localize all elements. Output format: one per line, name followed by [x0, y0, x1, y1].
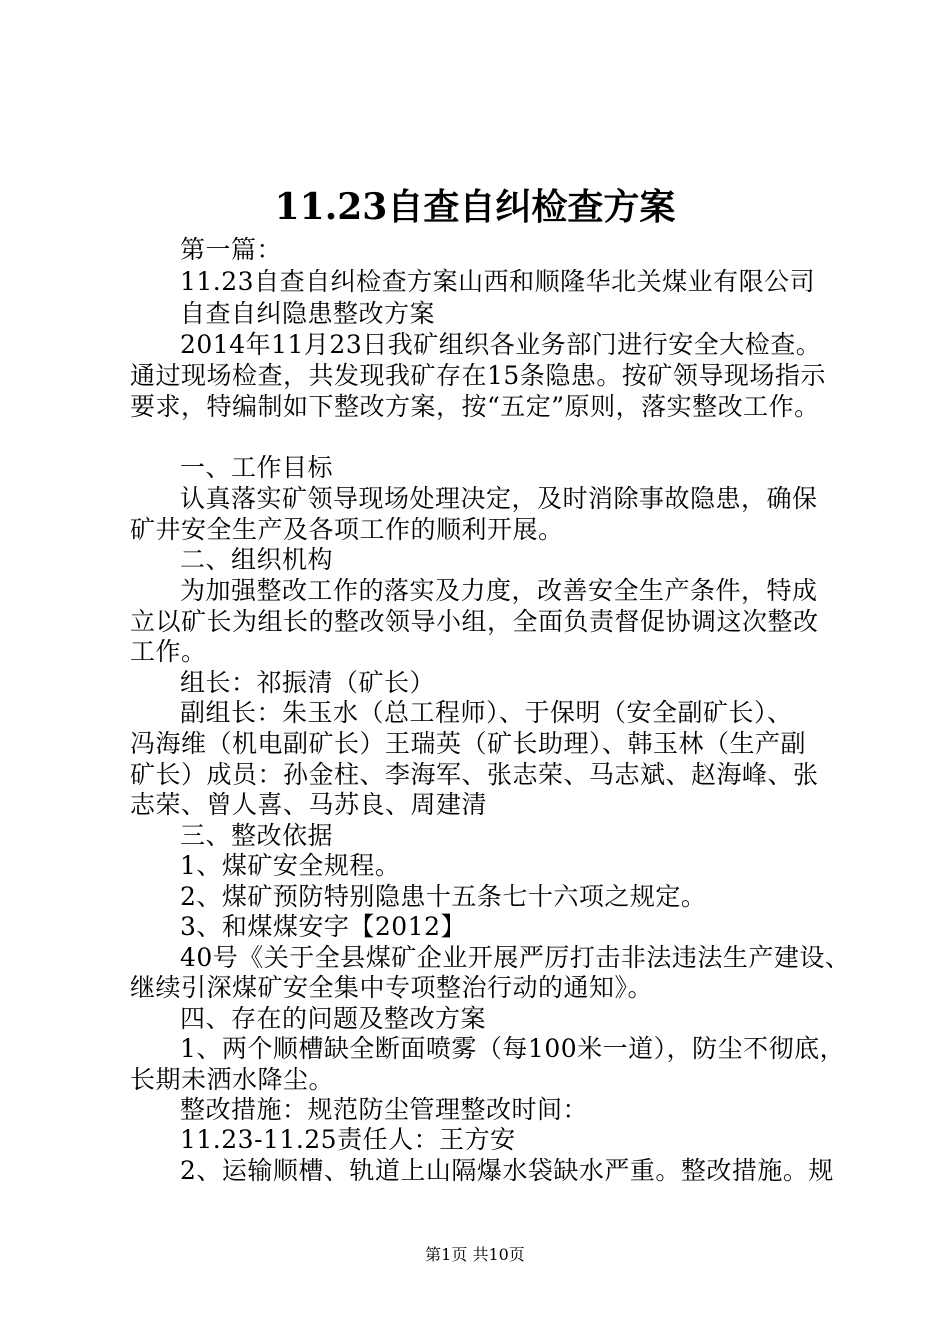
paragraph-line: 自查自纠隐患整改方案 [180, 299, 436, 328]
paragraph-line: 1、两个顺槽缺全断面喷雾（每100米一道），防尘不彻底， [180, 1034, 846, 1063]
section-heading: 三、整改依据 [180, 821, 334, 850]
section-heading: 一、工作目标 [180, 453, 334, 482]
paragraph-line: 1、煤矿安全规程。 [180, 851, 401, 880]
paragraph-line: 立以矿长为组长的整改领导小组，全面负责督促协调这次整改 [130, 607, 819, 636]
paragraph-line: 第一篇： [180, 235, 283, 264]
document-title: 11.23自查自纠检查方案 [274, 186, 676, 228]
paragraph-line: 2014年11月23日我矿组织各业务部门进行安全大检查。 [180, 330, 822, 359]
paragraph-line: 认真落实矿领导现场处理决定，及时消除事故隐患，确保 [180, 484, 818, 513]
paragraph-line: 长期未洒水降尘。 [130, 1065, 335, 1094]
paragraph-line: 2、运输顺槽、轨道上山隔爆水袋缺水严重。整改措施。规 [180, 1156, 834, 1185]
section-heading: 二、组织机构 [180, 545, 334, 574]
paragraph-line: 副组长：朱玉水（总工程师）、于保明（安全副矿长）、 [180, 698, 793, 727]
paragraph-line: 为加强整改工作的落实及力度，改善安全生产条件，特成 [180, 576, 818, 605]
paragraph-line: 2、煤矿预防特别隐患十五条七十六项之规定。 [180, 882, 707, 911]
paragraph-line: 整改措施：规范防尘管理整改时间： [180, 1095, 589, 1124]
paragraph-line: 继续引深煤矿安全集中专项整治行动的通知》。 [130, 973, 654, 1002]
paragraph-line: 工作。 [130, 637, 207, 666]
paragraph-line: 3、和煤煤安字【2012】 [180, 912, 467, 941]
page-number-footer: 第1页 共10页 [425, 1245, 525, 1264]
paragraph-line: 组长：祁振清（矿长） [180, 668, 436, 697]
paragraph-line: 11.23-11.25责任人：王方安 [180, 1125, 516, 1154]
section-heading: 四、存在的问题及整改方案 [180, 1004, 487, 1033]
paragraph-line: 矿井安全生产及各项工作的顺利开展。 [130, 515, 564, 544]
paragraph-line: 40号《关于全县煤矿企业开展严厉打击非法违法生产建设、 [180, 943, 851, 972]
paragraph-line: 11.23自查自纠检查方案山西和顺隆华北关煤业有限公司 [180, 267, 816, 296]
paragraph-line: 通过现场检查，共发现我矿存在15条隐患。按矿领导现场指示 [130, 361, 826, 390]
paragraph-line: 冯海维（机电副矿长）王瑞英（矿长助理）、韩玉林（生产副 [130, 729, 807, 758]
paragraph-line: 要求，特编制如下整改方案，按“五定”原则，落实整改工作。 [130, 392, 820, 421]
paragraph-line: 志荣、曾人喜、马苏良、周建清 [130, 790, 488, 819]
paragraph-line: 矿长）成员：孙金柱、李海军、张志荣、马志斌、赵海峰、张 [130, 760, 819, 789]
